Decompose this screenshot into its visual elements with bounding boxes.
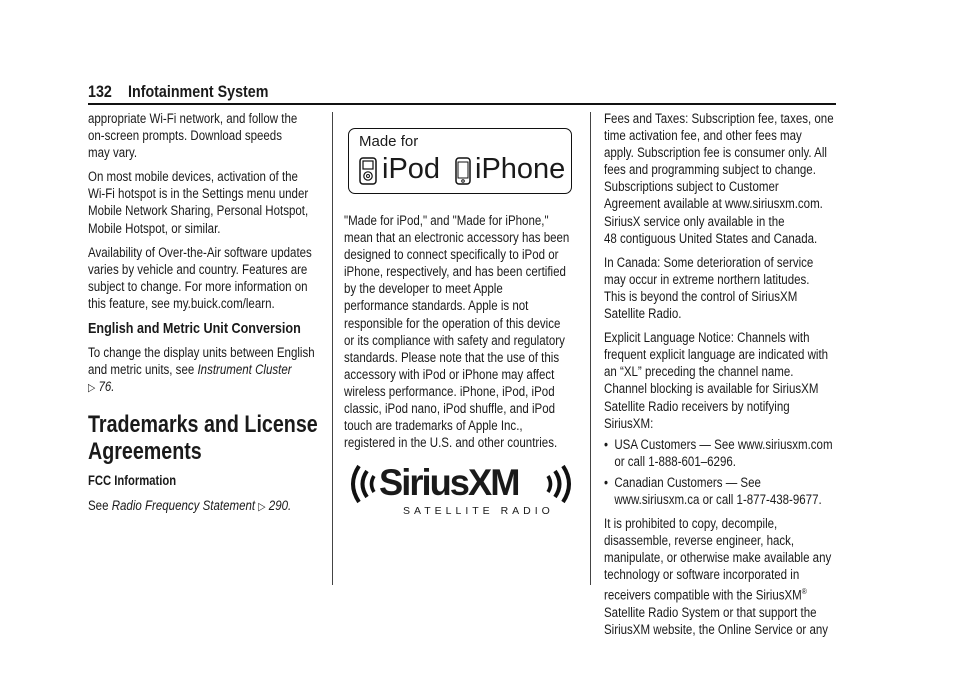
text-line: It is prohibited to copy, decompile,: [604, 516, 778, 532]
text-line: varies by vehicle and country. Features are: [88, 261, 308, 277]
column-3: [604, 110, 844, 645]
text-line: time activation fee, and other fees may: [604, 128, 802, 144]
paragraph-apple-notice: [344, 212, 580, 451]
text-line: SiriusXM:: [604, 415, 654, 431]
text-line: Satellite Radio receivers by notifying: [604, 398, 790, 414]
text-line: Subscriptions subject to Customer: [604, 179, 779, 195]
section-title: Infotainment System: [128, 82, 269, 101]
text-line: mean that an electronic accessory has been: [344, 230, 570, 246]
text-line: fees and programming subject to change.: [604, 162, 816, 178]
text-line: technology or software incorporated in: [604, 567, 800, 583]
iphone-label: iPhone: [475, 153, 566, 185]
text-fragment: receivers compatible with the SiriusXM: [604, 587, 802, 603]
siriusxm-logo: [345, 460, 577, 520]
column-2-text: [344, 212, 580, 458]
page-reference-icon: ▷: [88, 382, 96, 395]
text-line: iPhone, respectively, and has been certified: [344, 264, 566, 280]
bullet-icon: •: [604, 474, 609, 490]
text-line: manipulate, or otherwise make available any: [604, 550, 832, 566]
ipod-label: iPod: [382, 153, 441, 185]
page-reference[interactable]: 290.: [268, 498, 292, 514]
text-line: performance standards. Apple is not: [344, 298, 529, 314]
text-line: Channel blocking is available for SiriusXM: [604, 381, 819, 397]
text-line: by the developer to meet Apple: [344, 281, 503, 297]
text-line: designed to connect specifically to iPod or: [344, 247, 559, 263]
text-line: [604, 474, 810, 491]
paragraph-prohibited: [604, 515, 844, 638]
text-line: or its compliance with safety and regulatory: [344, 332, 565, 348]
text-line: classic, iPod nano, iPod shuffle, and iPod: [344, 401, 556, 417]
text-line: disassemble, reverse engineer, hack,: [604, 533, 795, 549]
text-line: Mobile Network Sharing, Personal Hotspot,: [88, 203, 309, 219]
page-number: 132: [88, 82, 112, 101]
text-line: Explicit Language Notice: Channels with: [604, 330, 810, 346]
text-line: Agreement available at www.siriusxm.com.: [604, 196, 823, 212]
paragraph-fees: [604, 110, 844, 247]
heading-trademarks-line1: Trademarks and License: [88, 411, 318, 439]
text-line: apply. Subscription fee is consumer only. All: [604, 145, 827, 161]
text-line: Mobile Hotspot, or similar.: [88, 220, 221, 236]
list-item-usa: [604, 436, 844, 470]
text-line: this feature, see my.buick.com/learn.: [88, 295, 275, 311]
text-line: 48 contiguous United States and Canada.: [604, 230, 818, 246]
list-item-canada: [604, 474, 844, 508]
text-fragment: USA Customers — See www.siriusxm.com: [614, 436, 833, 452]
text-fragment: and metric units, see: [88, 362, 195, 378]
text-line: Wi-Fi hotspot is in the Settings menu under: [88, 186, 309, 202]
text-line: or call 1-888-601–6296.: [614, 453, 736, 469]
text-line: may occur in extreme northern latitudes.: [604, 271, 810, 287]
paragraph-hotspot: [88, 168, 328, 236]
ipod-icon: [359, 157, 377, 185]
text-line: [88, 378, 294, 397]
cross-reference-link[interactable]: Instrument Cluster: [197, 362, 292, 378]
text-line: responsible for the operation of this device: [344, 315, 561, 331]
bullet-icon: •: [604, 436, 609, 452]
iphone-icon: [455, 157, 471, 185]
text-line: www.siriusxm.ca or call 1-877-438-9677.: [614, 491, 822, 507]
text-line: frequent explicit language are indicated with: [604, 347, 829, 363]
paragraph-canada: [604, 254, 844, 322]
text-line: an “XL” preceding the channel name.: [604, 364, 794, 380]
text-line: In Canada: Some deterioration of service: [604, 254, 814, 270]
paragraph-wifi-prompts: [88, 110, 328, 161]
page-reference-icon: ▷: [258, 501, 266, 514]
text-fragment: Canadian Customers — See: [614, 474, 761, 490]
text-line: [604, 436, 833, 453]
fcc-line: [88, 497, 294, 516]
text-line: To change the display units between English: [88, 345, 315, 361]
column-divider: [332, 112, 333, 585]
text-line: [88, 361, 294, 378]
text-line: Satellite Radio System or that support the: [604, 605, 817, 620]
text-fragment: See: [88, 498, 109, 514]
made-for-label: Made for: [359, 133, 419, 150]
text-line: standards. Please note that the use of this: [344, 349, 560, 365]
text-line: SiriusX service only available in the: [604, 213, 785, 229]
header-rule: [88, 103, 836, 105]
text-line: Fees and Taxes: Subscription fee, taxes, one: [604, 111, 834, 126]
text-line: subject to change. For more information on: [88, 278, 308, 294]
cross-reference-link[interactable]: Radio Frequency Statement: [111, 498, 256, 514]
paragraph-ota: [88, 244, 328, 312]
paragraph-units: [88, 344, 328, 397]
text-line: wireless performance. iPhone, iPod, iPod: [344, 383, 555, 399]
paragraph-explicit-language: [604, 329, 844, 432]
satellite-radio-tagline: SATELLITE RADIO: [403, 505, 554, 517]
text-line: may vary.: [88, 145, 138, 161]
text-line: SiriusXM website, the Online Service or any: [604, 622, 829, 638]
text-line: registered in the U.S. and other countries.: [344, 435, 558, 451]
heading-fcc: FCC Information: [88, 473, 177, 489]
text-line: appropriate Wi-Fi network, and follow the: [88, 111, 298, 126]
registered-mark: ®: [801, 587, 807, 597]
heading-unit-conversion: English and Metric Unit Conversion: [88, 320, 301, 338]
page-reference[interactable]: 76.: [98, 379, 115, 395]
text-line: touch are trademarks of Apple Inc.,: [344, 418, 523, 434]
text-line: "Made for iPod," and "Made for iPhone,": [344, 213, 549, 228]
text-line: [604, 583, 810, 604]
text-line: accessory with iPod or iPhone may affect: [344, 366, 555, 382]
heading-trademarks-line2: Agreements: [88, 438, 202, 466]
text-line: Satellite Radio.: [604, 306, 682, 322]
made-for-ipod-iphone-badge: [348, 128, 572, 194]
text-line: On most mobile devices, activation of the: [88, 169, 298, 185]
text-line: This is beyond the control of SiriusXM: [604, 288, 798, 304]
siriusxm-wordmark: SiriusXM: [379, 462, 519, 503]
column-divider: [590, 112, 591, 585]
text-line: Availability of Over-the-Air software updates: [88, 244, 312, 260]
column-1: [88, 110, 328, 516]
text-line: on-screen prompts. Download speeds: [88, 128, 282, 144]
